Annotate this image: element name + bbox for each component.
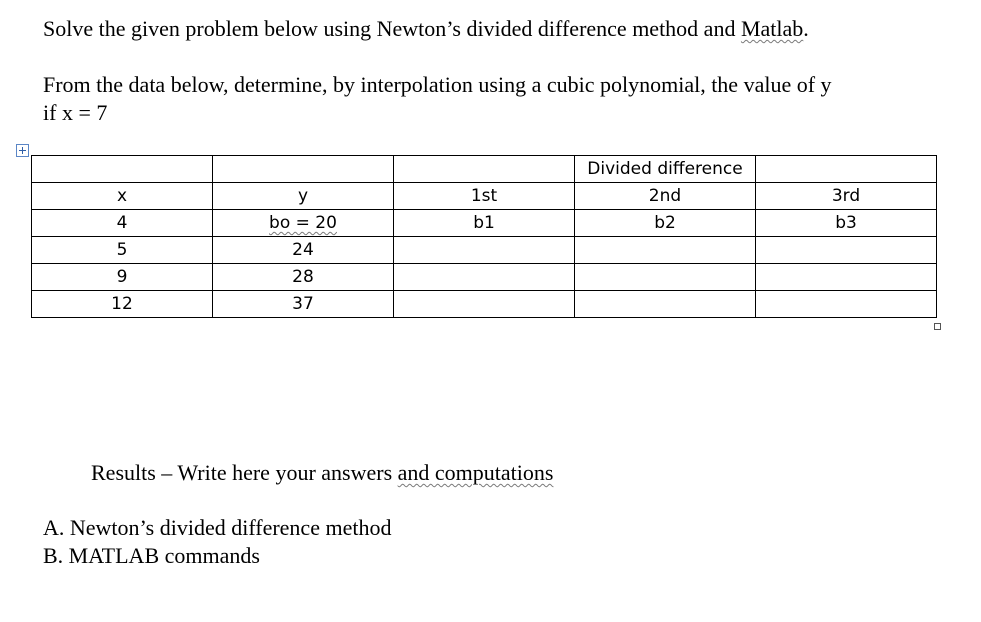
- column-header-2nd[interactable]: 2nd: [575, 183, 756, 210]
- table-row: [32, 156, 937, 183]
- table-cell[interactable]: [575, 237, 756, 264]
- table-cell[interactable]: 28: [213, 264, 394, 291]
- table-cell[interactable]: [756, 156, 937, 183]
- results-heading-text: Results – Write here your answers: [91, 460, 398, 485]
- instruction-line-2: From the data below, determine, by interpolation using a cubic polynomial, the value of y: [43, 72, 832, 97]
- matlab-word: Matlab: [740, 16, 804, 41]
- results-heading-underlined: and computations: [397, 460, 554, 485]
- table-cell[interactable]: 5: [32, 237, 213, 264]
- table-cell[interactable]: b3: [756, 210, 937, 237]
- column-header-x[interactable]: x: [32, 183, 213, 210]
- table-cell[interactable]: [394, 156, 575, 183]
- results-heading: [91, 460, 553, 486]
- table-cell[interactable]: [756, 291, 937, 318]
- table-cell[interactable]: [213, 210, 394, 237]
- table-cell[interactable]: 4: [32, 210, 213, 237]
- column-header-y[interactable]: y: [213, 183, 394, 210]
- table-resize-handle-icon[interactable]: [934, 323, 941, 330]
- table-cell[interactable]: [394, 237, 575, 264]
- table-cell[interactable]: [756, 264, 937, 291]
- table-row: [32, 264, 937, 291]
- table-cell[interactable]: b2: [575, 210, 756, 237]
- instruction-line-1-text: Solve the given problem below using Newton’s divided difference method and: [43, 16, 741, 41]
- table-cell[interactable]: [32, 156, 213, 183]
- table-cell[interactable]: [394, 264, 575, 291]
- divided-difference-table: [31, 155, 937, 318]
- table-cell[interactable]: 12: [32, 291, 213, 318]
- option-a: A. Newton’s divided difference method: [43, 515, 392, 540]
- table-cell[interactable]: 9: [32, 264, 213, 291]
- table-cell[interactable]: [213, 156, 394, 183]
- bo-value: bo = 20: [269, 213, 337, 233]
- table-cell[interactable]: [575, 264, 756, 291]
- instruction-line-3: if x = 7: [43, 100, 108, 125]
- table-cell[interactable]: 24: [213, 237, 394, 264]
- column-header-1st[interactable]: 1st: [394, 183, 575, 210]
- column-header-3rd[interactable]: 3rd: [756, 183, 937, 210]
- table-row: [32, 237, 937, 264]
- table-cell[interactable]: [575, 291, 756, 318]
- option-b: B. MATLAB commands: [43, 543, 260, 568]
- table-cell[interactable]: [756, 237, 937, 264]
- table-row: [32, 210, 937, 237]
- table-cell[interactable]: b1: [394, 210, 575, 237]
- instruction-line-1: [43, 16, 809, 42]
- table-cell[interactable]: 37: [213, 291, 394, 318]
- table-move-handle-icon[interactable]: [16, 144, 29, 157]
- divided-difference-header[interactable]: Divided difference: [575, 156, 756, 183]
- table-row: [32, 291, 937, 318]
- instruction-line-1-period: .: [803, 16, 809, 41]
- table-cell[interactable]: [394, 291, 575, 318]
- table-row: [32, 183, 937, 210]
